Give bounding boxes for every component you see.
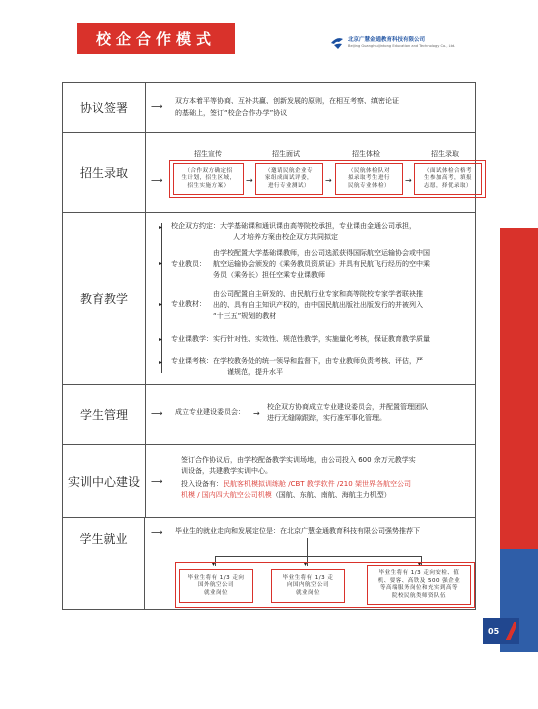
employment-box-line: 院校民航类师资队伍 <box>391 592 446 599</box>
company-logo-icon <box>330 36 344 50</box>
arrow-head-icon: ▸ <box>159 359 163 366</box>
employment-box-line: 毕业生将有 1/3 走向 <box>187 574 245 581</box>
connector-line <box>307 538 308 556</box>
management-text-1: 校企双方协商成立专业建设委员会，并配置管理团队 <box>267 403 428 411</box>
arrow-right-icon: → <box>405 176 412 185</box>
arrow-head-icon: ▸ <box>159 301 163 308</box>
teaching-item-2-text: 由学校配置大学基础课教师，由公司选派获得国际航空运输协会或中国 <box>213 249 430 257</box>
step-desc: 生计划，招生区域， <box>181 175 236 182</box>
teaching-item-4: 专业课教学：实行针对性、实效性、规范性教学，实施量化考核，保证教育教学质量 <box>171 335 430 343</box>
row-label: 实训中心建设 <box>63 445 146 517</box>
cooperation-table <box>62 82 476 610</box>
row-label: 协议签署 <box>63 83 146 132</box>
training-equipment <box>181 479 411 490</box>
page-title: 校企合作模式 <box>77 23 235 54</box>
company-logo <box>330 33 480 53</box>
teaching-item-1: 校企双方约定：大学基础课和通识课由高等院校承担，专业课由金通公司承担， <box>171 222 416 230</box>
teaching-item-3-text: 出的、具有自主知识产权的，由中国民航出版社出版发行的并被列入 <box>213 301 423 309</box>
arrow-right-icon: ⟶ <box>151 176 163 185</box>
employment-box-line: 毕业生将有 1/3 走向安检、值 <box>378 570 460 576</box>
row-agreement <box>63 83 475 133</box>
arrow-right-icon: → <box>246 176 253 185</box>
row-label: 招生录取 <box>63 133 146 212</box>
arrow-head-icon: ▸ <box>159 260 163 267</box>
employment-frame <box>175 562 475 608</box>
logo-company-name-en: Beijing Guanghuijintong Education and Technology Co., Ltd. <box>348 44 456 48</box>
employment-box-line: 等高端服务岗位和充实到高等 <box>379 585 458 591</box>
teaching-item-2-label: 专业教员： <box>171 260 206 268</box>
arrow-right-icon: → <box>253 409 260 418</box>
row-content <box>145 518 475 610</box>
teaching-item-1-cont: 人才培养方案由校企双方共同拟定 <box>233 233 338 241</box>
step-title: 招生宣传 <box>194 150 222 158</box>
arrow-down-icon: ▾ <box>418 561 422 568</box>
step-desc: 生参加高考，填报 <box>423 175 472 182</box>
step-desc: （合作双方确定招 <box>184 167 233 174</box>
teaching-item-5-cont: 谨规范，提升水平 <box>227 368 283 376</box>
side-decor-red <box>500 228 538 549</box>
arrow-right-icon: ⟶ <box>151 528 163 537</box>
step-title: 招生体检 <box>352 150 380 158</box>
agreement-text-2: 的基础上，签订“校企合作办学”协议 <box>175 109 288 117</box>
employment-intro: 毕业生的就业走向和发展定位是：在北京广慧金通教育科技有限公司强势推荐下 <box>175 527 420 535</box>
arrow-down-icon: ▾ <box>304 561 308 568</box>
teaching-item-3-text: 由公司配置自主研发的、由民航行业专家和高等院校专家学者联袂推 <box>213 290 423 298</box>
employment-box-line: 毕业生将有 1/3 走 <box>282 574 334 581</box>
row-enrollment <box>63 133 475 213</box>
step-desc: 家组成面试评委， <box>264 175 313 182</box>
training-equipment-note: （国航、东航、南航、海航主力机型） <box>271 491 391 499</box>
page-number <box>483 618 519 644</box>
row-employment <box>63 518 475 610</box>
row-content <box>145 213 475 384</box>
step-desc: 招生实施方案） <box>187 182 230 189</box>
management-label: 成立专业建设委员会： <box>175 408 245 416</box>
row-label: 教育教学 <box>63 213 146 384</box>
teaching-item-3-text: “十三五”规划的教材 <box>213 312 277 320</box>
step-title: 招生面试 <box>272 150 300 158</box>
training-equipment-list: 民航客机模拟训练舱 /CBT 教学软件 /210 架世界各航空公司 <box>223 480 411 488</box>
row-management <box>63 385 475 445</box>
employment-box-line: 就业岗位 <box>203 589 228 596</box>
agreement-text-1: 双方本着平等协商、互补共赢、创新发展的原则，在相互考察、缜密论证 <box>175 97 399 105</box>
training-equipment-cont <box>181 490 391 501</box>
row-teaching <box>63 213 475 385</box>
step-desc: （民航体检队对 <box>347 167 390 174</box>
training-equipment-models: 机模 / 国内四大航空公司机模 <box>181 491 272 499</box>
arrow-right-icon: ⟶ <box>151 409 163 418</box>
row-content <box>145 445 475 517</box>
row-training <box>63 445 475 518</box>
training-equipment-prefix: 投入设备有： <box>181 480 223 488</box>
arrow-right-icon: ⟶ <box>151 102 163 111</box>
step-desc: （邀请民航企业专 <box>264 167 313 174</box>
arrow-head-icon: ▸ <box>159 224 163 231</box>
teaching-item-3-label: 专业教材： <box>171 300 206 308</box>
training-text-2: 训设备，共建教学实训中心。 <box>181 467 272 475</box>
row-label: 学生管理 <box>63 385 146 444</box>
step-desc: 拟录取考生进行 <box>347 175 390 182</box>
employment-box-line: 国外航空公司 <box>197 582 234 589</box>
step-desc: （面试体检合格考 <box>423 167 472 174</box>
employment-box-line: 向国内航空公司 <box>286 582 329 589</box>
step-title: 招生录取 <box>431 150 459 158</box>
arrow-down-icon: ▾ <box>212 561 216 568</box>
arrow-right-icon: ⟶ <box>151 477 163 486</box>
employment-box-line: 机、要客、高铁及 500 强企业 <box>377 577 461 584</box>
arrow-right-icon: → <box>325 176 332 185</box>
page-number-text: 05 <box>488 626 500 636</box>
row-label: 学生就业 <box>63 518 145 610</box>
management-text-2: 进行无缝隙跟踪，实行准军事化管理。 <box>267 414 386 422</box>
step-desc: 志愿，择优录取） <box>423 182 472 189</box>
teaching-item-5: 专业课考核：在学校教务处的统一领导和监督下，由专业教师负责考核、评估，严 <box>171 357 423 365</box>
step-desc: 进行专业测试） <box>267 182 310 189</box>
training-text-1: 签订合作协议后，由学校配备教学实训场地，由公司投入 600 余万元教学实 <box>181 456 416 464</box>
bracket-line <box>161 223 162 373</box>
page-number-slash-icon <box>506 622 516 640</box>
arrow-head-icon: ▸ <box>159 336 163 343</box>
steps-frame <box>169 160 486 198</box>
teaching-item-2-text: 务员（乘务长）担任空乘专业课教师 <box>213 271 325 279</box>
row-content <box>145 133 475 212</box>
logo-company-name: 北京广慧金通教育科技有限公司 <box>348 37 426 43</box>
step-desc: 民航专业体检） <box>347 182 390 189</box>
row-content <box>145 83 475 132</box>
connector-line <box>215 556 421 557</box>
teaching-item-2-text: 航空运输协会颁发的《乘务教员资质证》并具有民航飞行经历的空中乘 <box>213 260 430 268</box>
employment-box-line: 就业岗位 <box>295 589 320 596</box>
row-content <box>145 385 475 444</box>
